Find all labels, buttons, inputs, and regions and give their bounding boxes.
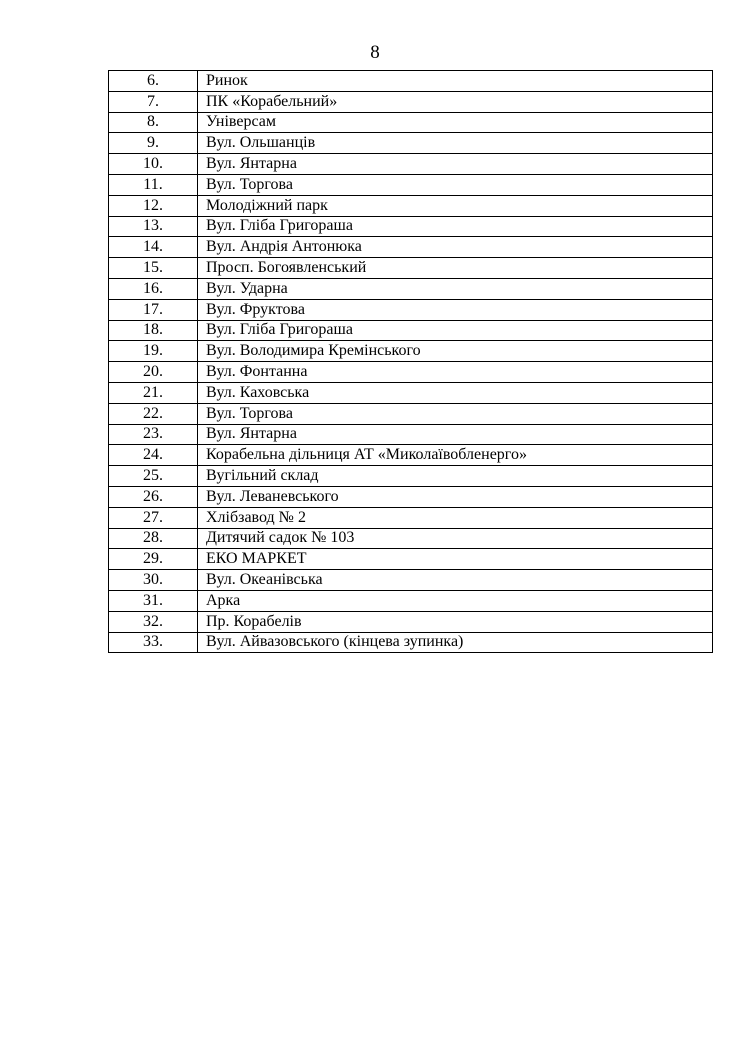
table-row [109,71,713,92]
stop-name: Вул. Гліба Григораша [198,320,713,341]
row-number: 11. [109,174,198,195]
table-row [109,341,713,362]
stop-name: Вул. Гліба Григораша [198,216,713,237]
row-number: 29. [109,549,198,570]
stop-name: Вул. Океанівська [198,570,713,591]
stop-name: Вул. Володимира Кремінського [198,341,713,362]
stop-name: Дитячий садок № 103 [198,528,713,549]
row-number: 27. [109,507,198,528]
table-row [109,486,713,507]
row-number: 6. [109,71,198,92]
table-row [109,91,713,112]
stop-name: Пр. Корабелів [198,611,713,632]
row-number: 15. [109,258,198,279]
row-number: 21. [109,382,198,403]
table-row [109,507,713,528]
table-row [109,278,713,299]
row-number: 22. [109,403,198,424]
table-row [109,362,713,383]
table-row [109,195,713,216]
row-number: 23. [109,424,198,445]
row-number: 19. [109,341,198,362]
stop-name: ПК «Корабельний» [198,91,713,112]
row-number: 28. [109,528,198,549]
stop-name: Вул. Леваневського [198,486,713,507]
stop-name: Вул. Торгова [198,403,713,424]
table-row [109,549,713,570]
table-row [109,528,713,549]
table-row [109,320,713,341]
table-row [109,403,713,424]
row-number: 33. [109,632,198,653]
table-row [109,258,713,279]
stop-name: Вул. Фруктова [198,299,713,320]
row-number: 17. [109,299,198,320]
table-row [109,445,713,466]
table-row [109,154,713,175]
stop-name: Вул. Янтарна [198,424,713,445]
stop-name: Просп. Богоявленський [198,258,713,279]
stop-name: Арка [198,590,713,611]
table-row [109,216,713,237]
row-number: 14. [109,237,198,258]
stops-table [108,70,713,653]
row-number: 8. [109,112,198,133]
row-number: 30. [109,570,198,591]
table-row [109,424,713,445]
row-number: 7. [109,91,198,112]
table-row [109,466,713,487]
stops-table-body [109,71,713,653]
stop-name: Молодіжний парк [198,195,713,216]
table-row [109,632,713,653]
stop-name: Вул. Янтарна [198,154,713,175]
table-row [109,112,713,133]
table-row [109,133,713,154]
row-number: 18. [109,320,198,341]
page-number: 8 [370,42,380,63]
table-row [109,570,713,591]
stop-name: Корабельна дільниця АТ «Миколаївобленерго» [198,445,713,466]
row-number: 32. [109,611,198,632]
stop-name: Вул. Андрія Антонюка [198,237,713,258]
row-number: 20. [109,362,198,383]
stop-name: Вул. Айвазовського (кінцева зупинка) [198,632,713,653]
table-row [109,237,713,258]
row-number: 16. [109,278,198,299]
stop-name: Вул. Каховська [198,382,713,403]
row-number: 26. [109,486,198,507]
stop-name: Вул. Ударна [198,278,713,299]
row-number: 25. [109,466,198,487]
table-row [109,174,713,195]
row-number: 24. [109,445,198,466]
table-row [109,299,713,320]
row-number: 10. [109,154,198,175]
table-row [109,611,713,632]
stop-name: ЕКО МАРКЕТ [198,549,713,570]
stop-name: Універсам [198,112,713,133]
row-number: 9. [109,133,198,154]
table-row [109,382,713,403]
stop-name: Вул. Ольшанців [198,133,713,154]
stop-name: Вугільний склад [198,466,713,487]
row-number: 31. [109,590,198,611]
table-row [109,590,713,611]
row-number: 13. [109,216,198,237]
stop-name: Вул. Торгова [198,174,713,195]
stop-name: Ринок [198,71,713,92]
row-number: 12. [109,195,198,216]
stop-name: Вул. Фонтанна [198,362,713,383]
stop-name: Хлібзавод № 2 [198,507,713,528]
